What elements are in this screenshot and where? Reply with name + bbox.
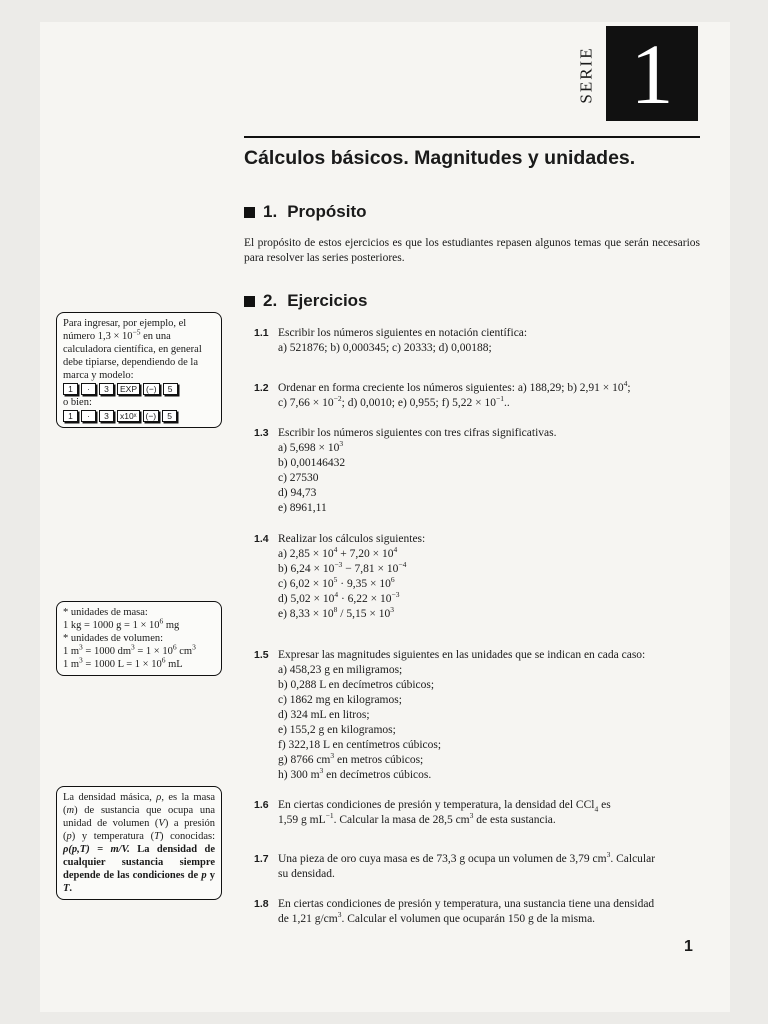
calculator-keys-sequence-1 <box>63 383 215 395</box>
exercise-1-5: 1.5 Expresar las magnitudes siguientes en las unidades que se indican en cada caso: a) 458,23 g en miligramos; b) 0,288 L en decímetros cúbicos; c) 1862 mg en kilogramos; d) 324 mL en litros; e) 155,2 g en kilogramos; f) 322,18 L en centímetros cúbicos; g) 8766 $cm^3$ en metros cúbicos; h) 300 $m^3$ en decímetros cúbicos. <box>254 649 646 781</box>
square-bullet-icon <box>244 296 255 307</box>
calculator-tip-note: Para ingresar, por ejemplo, el número $1,3 \times 10^{-5}$ en una calculadora científica, en general debe tipiarse, dependiendo de la marca y modelo: 1 · 3 EXP (−) 5 o bien: 1 · 3 x10ˣ (−) 5 <box>56 312 222 428</box>
calc-key: 1 <box>63 383 78 395</box>
serie-number: 1 <box>630 25 674 122</box>
serie-label: SERIE <box>577 46 597 104</box>
exercise-1-7: 1.7 Una pieza de oro cuya masa es de 73,3 g ocupa un volumen de 3,79 $cm^3$. Calcular su densidad. <box>254 850 656 880</box>
calc-key: 1 <box>63 410 78 422</box>
serie-number-box <box>606 26 698 121</box>
calc-key: 5 <box>162 410 177 422</box>
section-heading-proposito: 1. Propósito <box>244 202 367 222</box>
exercise-1-4: 1.4 Realizar los cálculos siguientes: a) $2,85 \times 10^4 + 7,20 \times 10^4$ b) $6,24 \times 10^{-3} - 7,81 \times 10^{-4}$ c) $6,02 \times 10^5 \cdot 9,35 \times 10^6$ d) $5,02 \times 10^4 \cdot 6,22 \times 10^{-3}$ e) $8,33 \times 10^8 / 5,15 \times 10^3$ <box>254 533 426 620</box>
calc-key: (−) <box>143 383 160 395</box>
exercise-1-3: 1.3 Escribir los números siguientes con tres cifras significativas. a) $5,698 \times 10^3$ b) 0,00146432 c) 27530 d) 94,73 e) 8961,11 <box>254 427 557 514</box>
section-heading-ejercicios: 2. Ejercicios <box>244 291 368 311</box>
calc-key: · <box>81 410 96 422</box>
exercise-1-2: 1.2 Ordenar en forma creciente los números siguientes: a) 188,29; b) $2,91 \times 10^4$; c) $7,66 \times 10^{-2}$; d) 0,0010; e) 0,955; f) $5,22 \times 10^{-1}$.. <box>254 379 631 409</box>
page-title: Cálculos básicos. Magnitudes y unidades. <box>244 147 636 169</box>
calculator-keys-sequence-2 <box>63 410 215 422</box>
title-rule <box>244 136 700 138</box>
purpose-text: El propósito de estos ejercicios es que los estudiantes repasen algunos temas que serán necesarios para resolver las series posteriores. <box>244 237 700 264</box>
calc-key: 3 <box>99 410 114 422</box>
calc-key: 3 <box>99 383 114 395</box>
units-note: * unidades de masa: 1 kg = 1000 $g = 1 \times 10^6$ mg * unidades de volumen: 1 $m^3 = 1000$ $dm^3 = 1 \times 10^6$ $cm^3$ 1 $m^3 = 1000$ $L = 1 \times 10^6$ mL <box>56 601 222 676</box>
page-number: 1 <box>684 938 693 955</box>
exercise-1-6: 1.6 En ciertas condiciones de presión y temperatura, la densidad del CCl$_4$ es 1,59 g $mL^{-1}$. Calcular la masa de 28,5 $cm^3$ de esta sustancia. <box>254 799 611 826</box>
square-bullet-icon <box>244 207 255 218</box>
density-note: La densidad másica, ρ, es la masa (m) de sustancia que ocupa una unidad de volumen (V) a presión (p) y temperatura (T) conocidas: ρ(p,T) = m/V. La densidad de cualquier sustancia siempre depende de las condiciones de p y T. <box>56 786 222 900</box>
calc-key: x10ˣ <box>117 410 140 422</box>
calc-key: · <box>81 383 96 395</box>
exercise-1-1: 1.1 Escribir los números siguientes en notación científica: a) 521876; b) 0,000345; c) 20333; d) 0,00188; <box>254 327 528 354</box>
calc-key: 5 <box>163 383 178 395</box>
exercise-1-8: 1.8 En ciertas condiciones de presión y temperatura, una sustancia tiene una densidad de 1,21 $g/cm^3$. Calcular el volumen que ocuparán 150 g de la misma. <box>254 898 655 925</box>
calc-key: (−) <box>143 410 160 422</box>
calc-key: EXP <box>117 383 140 395</box>
